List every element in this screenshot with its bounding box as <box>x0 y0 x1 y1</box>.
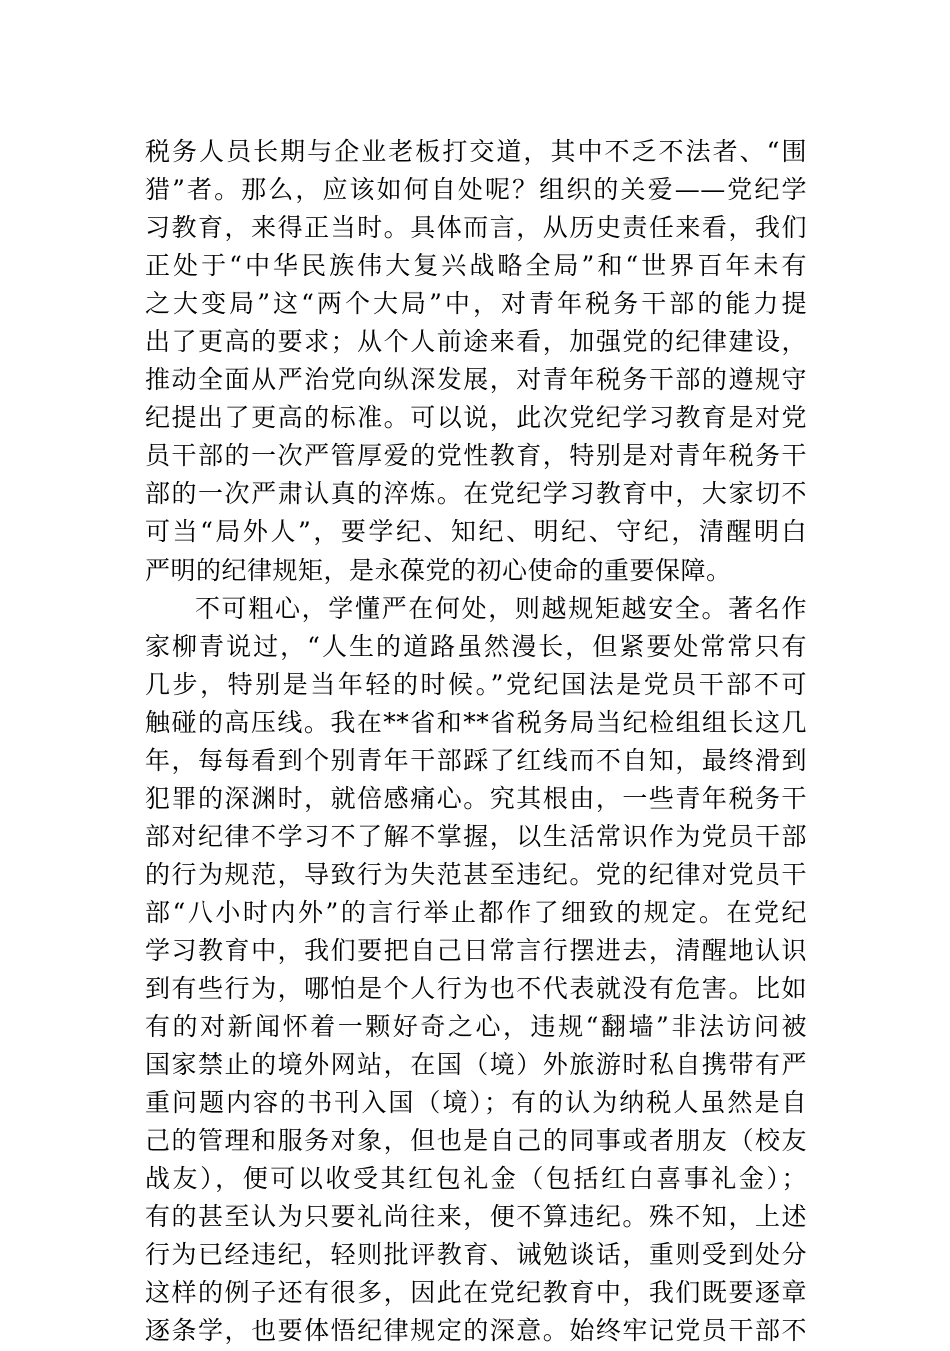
text-line: 部的一次严肃认真的淬炼。在党纪学习教育中，大家切不 <box>145 479 807 509</box>
text-line: 推动全面从严治党向纵深发展，对青年税务干部的遵规守 <box>145 365 807 395</box>
text-line: 这样的例子还有很多，因此在党纪教育中，我们既要逐章 <box>145 1278 807 1308</box>
text-line: 之大变局”这“两个大局”中，对青年税务干部的能力提 <box>145 289 807 319</box>
body-text <box>145 133 807 1351</box>
text-line: 重问题内容的书刊入国（境）；有的认为纳税人虽然是自 <box>145 1088 807 1118</box>
text-line: 战友），便可以收受其红包礼金（包括红白喜事礼金）； <box>145 1164 807 1194</box>
text-line: 部“八小时内外”的言行举止都作了细致的规定。在党纪 <box>145 897 807 927</box>
text-line: 纪提出了更高的标准。可以说，此次党纪学习教育是对党 <box>145 403 807 433</box>
text-line: 有的对新闻怀着一颗好奇之心，违规“翻墙”非法访问被 <box>145 1012 807 1042</box>
text-line: 部对纪律不学习不了解不掌握，以生活常识作为党员干部 <box>145 821 807 851</box>
text-line: 学习教育中，我们要把自己日常言行摆进去，清醒地认识 <box>145 935 807 965</box>
text-line: 国家禁止的境外网站，在国（境）外旅游时私自携带有严 <box>145 1050 807 1080</box>
text-line: 行为已经违纪，轻则批评教育、诫勉谈话，重则受到处分 <box>145 1240 807 1270</box>
text-line: 家柳青说过，“人生的道路虽然漫长，但紧要处常常只有 <box>145 631 807 661</box>
paragraph-start-line: 不可粗心，学懂严在何处，则越规矩越安全。著名作 <box>195 593 807 623</box>
text-line: 逐条学，也要体悟纪律规定的深意。始终牢记党员干部不 <box>145 1316 807 1346</box>
text-line: 习教育，来得正当时。具体而言，从历史责任来看，我们 <box>145 213 807 243</box>
text-line: 猎”者。那么，应该如何自处呢？组织的关爱——党纪学 <box>145 175 807 205</box>
text-line: 年，每每看到个别青年干部踩了红线而不自知，最终滑到 <box>145 745 807 775</box>
text-line: 严明的纪律规矩，是永葆党的初心使命的重要保障。 <box>145 555 732 585</box>
text-line: 员干部的一次严管厚爱的党性教育，特别是对青年税务干 <box>145 441 807 471</box>
text-line: 到有些行为，哪怕是个人行为也不代表就没有危害。比如 <box>145 974 807 1004</box>
text-line: 可当“局外人”，要学纪、知纪、明纪、守纪，清醒明白 <box>145 517 807 547</box>
text-line: 出了更高的要求；从个人前途来看，加强党的纪律建设， <box>145 327 807 357</box>
text-line: 几步，特别是当年轻的时候。”党纪国法是党员干部不可 <box>145 669 807 699</box>
text-line: 触碰的高压线。我在**省和**省税务局当纪检组组长这几 <box>145 707 807 737</box>
text-line: 有的甚至认为只要礼尚往来，便不算违纪。殊不知，上述 <box>145 1202 807 1232</box>
text-line: 己的管理和服务对象，但也是自己的同事或者朋友（校友 <box>145 1126 807 1156</box>
text-line: 犯罪的深渊时，就倍感痛心。究其根由，一些青年税务干 <box>145 783 807 813</box>
text-line: 的行为规范，导致行为失范甚至违纪。党的纪律对党员干 <box>145 859 807 889</box>
text-line: 正处于“中华民族伟大复兴战略全局”和“世界百年未有 <box>145 251 807 281</box>
text-line: 税务人员长期与企业老板打交道，其中不乏不法者、“围 <box>145 137 807 166</box>
